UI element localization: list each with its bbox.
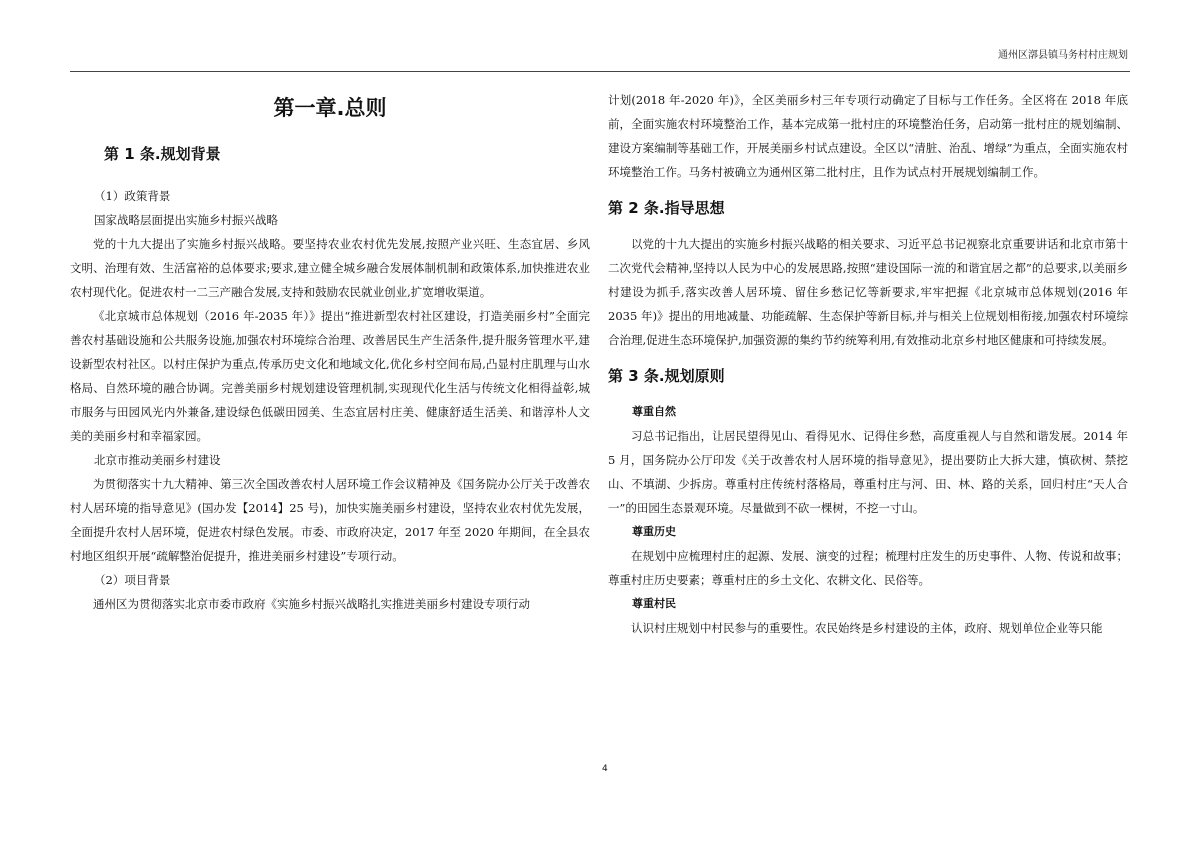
left-column bbox=[70, 88, 590, 616]
page-number: 4 bbox=[602, 764, 608, 774]
beijing-promotion-label: 北京市推动美丽乡村建设 bbox=[94, 453, 221, 467]
national-strategy-label: 国家战略层面提出实施乡村振兴战略 bbox=[94, 213, 278, 227]
paragraph-respect-villagers: 认识村庄规划中村民参与的重要性。农民始终是乡村建设的主体，政府、规划单位企业等只能 bbox=[631, 621, 1103, 635]
right-column bbox=[608, 88, 1128, 640]
principle-respect-villagers-heading: 尊重村民 bbox=[632, 597, 676, 610]
paragraph-respect-nature: 习总书记指出，让居民望得见山、看得见水、记得住乡愁，高度重视人与自然和谐发展。2014 年 5 月，国务院办公厅印发《关于改善农村人居环境的指导意见》，提出要防止大拆大建，慎砍树、禁挖山、不填湖、少拆房。尊重村庄传统村落格局，尊重村庄与河、田、林、路的关系，回归村庄“天人合一”的田园生态景观环境。尽量做到不砍一棵树，不挖一寸山。 bbox=[608, 429, 1128, 515]
paragraph-respect-history: 在规划中应梳理村庄的起源、发展、演变的过程；梳理村庄发生的历史事件、人物、传说和故事；尊重村庄历史要素；尊重村庄的乡土文化、农耕文化、民俗等。 bbox=[608, 549, 1128, 587]
policy-background-heading: （1）政策背景 bbox=[94, 189, 171, 203]
principle-respect-history-heading: 尊重历史 bbox=[632, 525, 676, 538]
paragraph-special-action: 为贯彻落实十九大精神、第三次全国改善农村人居环境工作会议精神及《国务院办公厅关于改善农村人居环境的指导意见》(国办发【2014】25 号)，加快实施美丽乡村建设，坚持农业农村优先发展，全面提升农村人居环境，促进农村绿色发展。市委、市政府决定，2017 年至 2020 年期间，在全县农村地区组织开展“疏解整治促提升，推进美丽乡村建设”专项行动。 bbox=[70, 477, 590, 563]
paragraph-guiding-ideology: 以党的十九大提出的实施乡村振兴战略的相关要求、习近平总书记视察北京重要讲话和北京市第十二次党代会精神,坚持以人民为中心的发展思路,按照“建设国际一流的和谐宜居之都”的总要求,以美丽乡村建设为抓手,落实改善人居环境、留住乡愁记忆等新要求,牢牢把握《北京城市总体规划(2016 年 2035 年)》提出的用地减量、功能疏解、生态保护等新目标,并与相关上位规划相衔接,加强农村环境综合治理,促进生态环境保护,加强资源的集约节约统筹利用,有效推动北京乡村地区健康和可持续发展。 bbox=[608, 237, 1128, 347]
paragraph-rural-revitalization: 党的十九大提出了实施乡村振兴战略。要坚持农业农村优先发展,按照产业兴旺、生态宜居、乡风文明、治理有效、生活富裕的总体要求;要求,建立健全城乡融合发展体制机制和政策体系,加快推进农业农村现代化。促进农村一二三产融合发展,支持和鼓励农民就业创业,扩宽增收渠道。 bbox=[70, 237, 590, 299]
principle-respect-nature-heading: 尊重自然 bbox=[632, 405, 676, 418]
chapter-title: 第一章.总则 bbox=[273, 96, 387, 120]
document-header-title: 通州区漷县镇马务村村庄规划 bbox=[998, 50, 1128, 61]
article-3-title: 第 3 条.规划原则 bbox=[608, 367, 725, 385]
paragraph-tongzhou: 通州区为贯彻落实北京市委市政府《实施乡村振兴战略扎实推进美丽乡村建设专项行动 bbox=[93, 597, 530, 611]
header-divider bbox=[70, 71, 1130, 72]
project-background-heading: （2）项目背景 bbox=[94, 573, 171, 587]
article-2-title: 第 2 条.指导思想 bbox=[608, 199, 725, 217]
paragraph-beijing-master-plan: 《北京城市总体规划（2016 年-2035 年）》提出“推进新型农村社区建设，打造美丽乡村”全面完善农村基础设施和公共服务设施,加强农村环境综合治理、改善居民生产生活条件,提升服务管理水平,建设新型农村社区。以村庄保护为重点,传承历史文化和地域文化,优化乡村空间布局,凸显村庄肌理与山水格局、自然环境的融合协调。完善美丽乡村规划建设管理机制,实现现代化生活与传统文化相得益彰,城市服务与田园风光内外兼备,建设绿色低碳田园美、生态宜居村庄美、健康舒适生活美、和谐淳朴人文美的美丽乡村和幸福家园。 bbox=[70, 309, 590, 443]
article-1-title: 第 1 条.规划背景 bbox=[104, 145, 221, 163]
paragraph-three-year-plan: 计划(2018 年-2020 年)》，全区美丽乡村三年专项行动确定了目标与工作任务。全区将在 2018 年底前，全面实施农村环境整治工作，基本完成第一批村庄的环境整治任务，启动第一批村庄的规划编制、建设方案编制等基础工作，开展美丽乡村试点建设。全区以“清脏、治乱、增绿”为重点，全面实施农村环境整治工作。马务村被确立为通州区第二批村庄，且作为试点村开展规划编制工作。 bbox=[608, 93, 1128, 179]
